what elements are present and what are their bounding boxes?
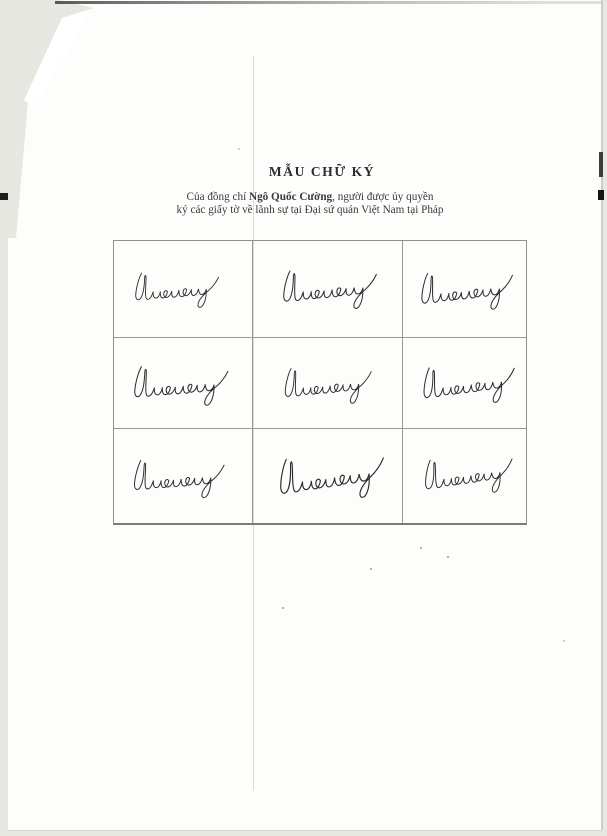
handwritten-signature-icon bbox=[127, 448, 230, 508]
page-subtitle bbox=[13, 191, 607, 217]
page-right-edge bbox=[601, 0, 603, 830]
page-title: MẪU CHỮ KÝ bbox=[268, 164, 376, 179]
scan-top-edge-shadow bbox=[55, 1, 602, 4]
scan-speck bbox=[420, 547, 422, 549]
signature-cell bbox=[114, 241, 253, 338]
handwritten-signature-icon bbox=[270, 439, 393, 517]
scan-artifact-left bbox=[0, 193, 8, 200]
handwritten-signature-icon bbox=[415, 351, 523, 417]
signature-table bbox=[113, 240, 527, 525]
authorized-person-name: Ngô Quốc Cường bbox=[248, 191, 333, 203]
subtitle-line2: ký các giấy tờ về lãnh sự tại Đại sứ quán Việt Nam tại Pháp bbox=[176, 203, 444, 216]
handwritten-signature-icon bbox=[416, 443, 520, 508]
handwritten-signature-icon bbox=[413, 259, 520, 323]
signature-cell bbox=[403, 338, 526, 429]
signature-cell bbox=[403, 429, 526, 523]
subtitle-line1-suffix: , người được ủy quyền bbox=[332, 191, 434, 203]
handwritten-signature-icon bbox=[129, 262, 224, 317]
scan-speck bbox=[563, 640, 565, 642]
scan-speck bbox=[370, 568, 372, 570]
scanner-left-edge bbox=[0, 235, 8, 830]
subtitle-line1-prefix: Của đồng chí bbox=[186, 191, 249, 203]
signature-cell bbox=[253, 241, 403, 338]
handwritten-signature-icon bbox=[278, 355, 378, 414]
signature-cell bbox=[114, 338, 253, 429]
signature-cell bbox=[403, 241, 526, 338]
signature-cell bbox=[253, 338, 403, 429]
handwritten-signature-icon bbox=[127, 354, 235, 416]
scan-speck bbox=[238, 148, 240, 150]
scan-speck bbox=[447, 556, 449, 558]
scan-speck bbox=[282, 607, 284, 609]
signature-cell bbox=[114, 429, 253, 523]
handwritten-signature-icon bbox=[275, 257, 383, 321]
signature-cell bbox=[253, 429, 403, 523]
